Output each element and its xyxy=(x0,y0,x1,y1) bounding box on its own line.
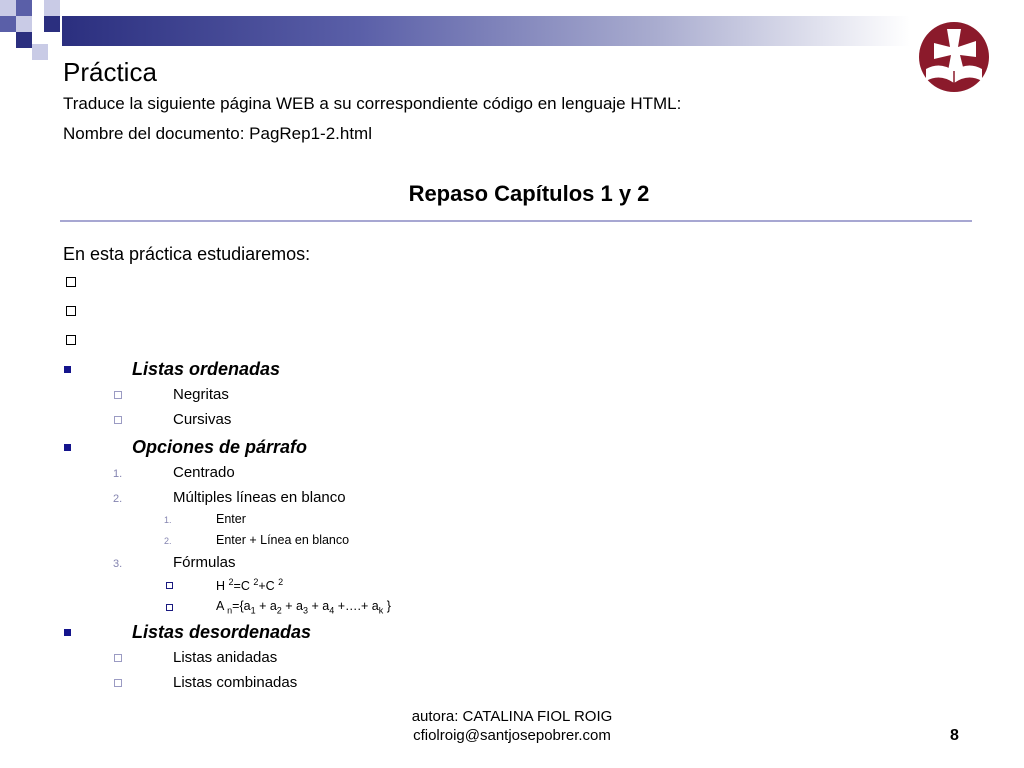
list-item: Centrado xyxy=(173,464,235,481)
page-heading: Repaso Capítulos 1 y 2 xyxy=(408,181,650,206)
decor-square xyxy=(16,0,32,16)
hollow-bullet-icon xyxy=(114,391,122,399)
list-number: 2. xyxy=(113,493,123,505)
list-item: Negritas xyxy=(173,386,229,403)
empty-square-bullet-icon xyxy=(66,306,76,316)
list-item: Listas combinadas xyxy=(173,674,298,691)
empty-square-bullet-icon xyxy=(66,335,76,345)
formula-h: H $^2$=C $^2$+C $^2$ xyxy=(216,577,284,594)
header-gradient-bar xyxy=(62,16,910,46)
school-logo-icon xyxy=(916,19,992,97)
list-item: Enter xyxy=(216,512,246,526)
decor-square xyxy=(32,44,48,60)
list-item: Fórmulas xyxy=(173,554,236,571)
footer xyxy=(300,707,724,745)
hollow-bullet-icon xyxy=(114,654,122,662)
empty-square-bullet-icon xyxy=(66,277,76,287)
section-title: Opciones de párrafo xyxy=(132,437,308,457)
hollow-bullet-icon xyxy=(114,679,122,687)
intro-text: En esta práctica estudiaremos: xyxy=(63,244,311,264)
footer-email: cfiolroig@santjosepobrer.com xyxy=(413,727,611,744)
footer-author: autora: CATALINA FIOL ROIG xyxy=(411,708,613,725)
decor-square xyxy=(16,32,32,48)
list-number: 1. xyxy=(113,468,123,480)
slide-title: Práctica xyxy=(63,57,157,87)
decor-square xyxy=(0,0,16,16)
small-square-bullet-icon xyxy=(166,582,173,589)
list-number: 2. xyxy=(164,536,172,546)
small-square-bullet-icon xyxy=(166,604,173,611)
square-bullet-icon xyxy=(64,444,71,451)
square-bullet-icon xyxy=(64,366,71,373)
decor-square xyxy=(16,16,32,32)
list-item: Enter + Línea en blanco xyxy=(216,533,350,547)
list-number: 3. xyxy=(113,558,123,570)
page-number: 8 xyxy=(950,727,959,744)
list-item: Cursivas xyxy=(173,411,232,428)
document-name-text: Nombre del documento: PagRep1-2.html xyxy=(63,124,372,143)
hollow-bullet-icon xyxy=(114,416,122,424)
square-bullet-icon xyxy=(64,629,71,636)
list-number: 1. xyxy=(164,515,172,525)
decor-square xyxy=(0,16,16,32)
decor-square xyxy=(44,0,60,16)
section-title: Listas ordenadas xyxy=(132,359,281,379)
list-item: Múltiples líneas en blanco xyxy=(173,489,346,506)
list-item: Listas anidadas xyxy=(173,649,278,666)
horizontal-rule xyxy=(60,220,972,222)
decor-square xyxy=(44,16,60,32)
section-title: Listas desordenadas xyxy=(132,622,312,642)
instruction-text: Traduce la siguiente página WEB a su correspondiente código en lenguaje HTML: xyxy=(63,94,682,113)
formula-a: A $_n=\{a_1 + a_2 + a_3 + a_4$ +….+ $a_k$ } xyxy=(216,599,391,616)
